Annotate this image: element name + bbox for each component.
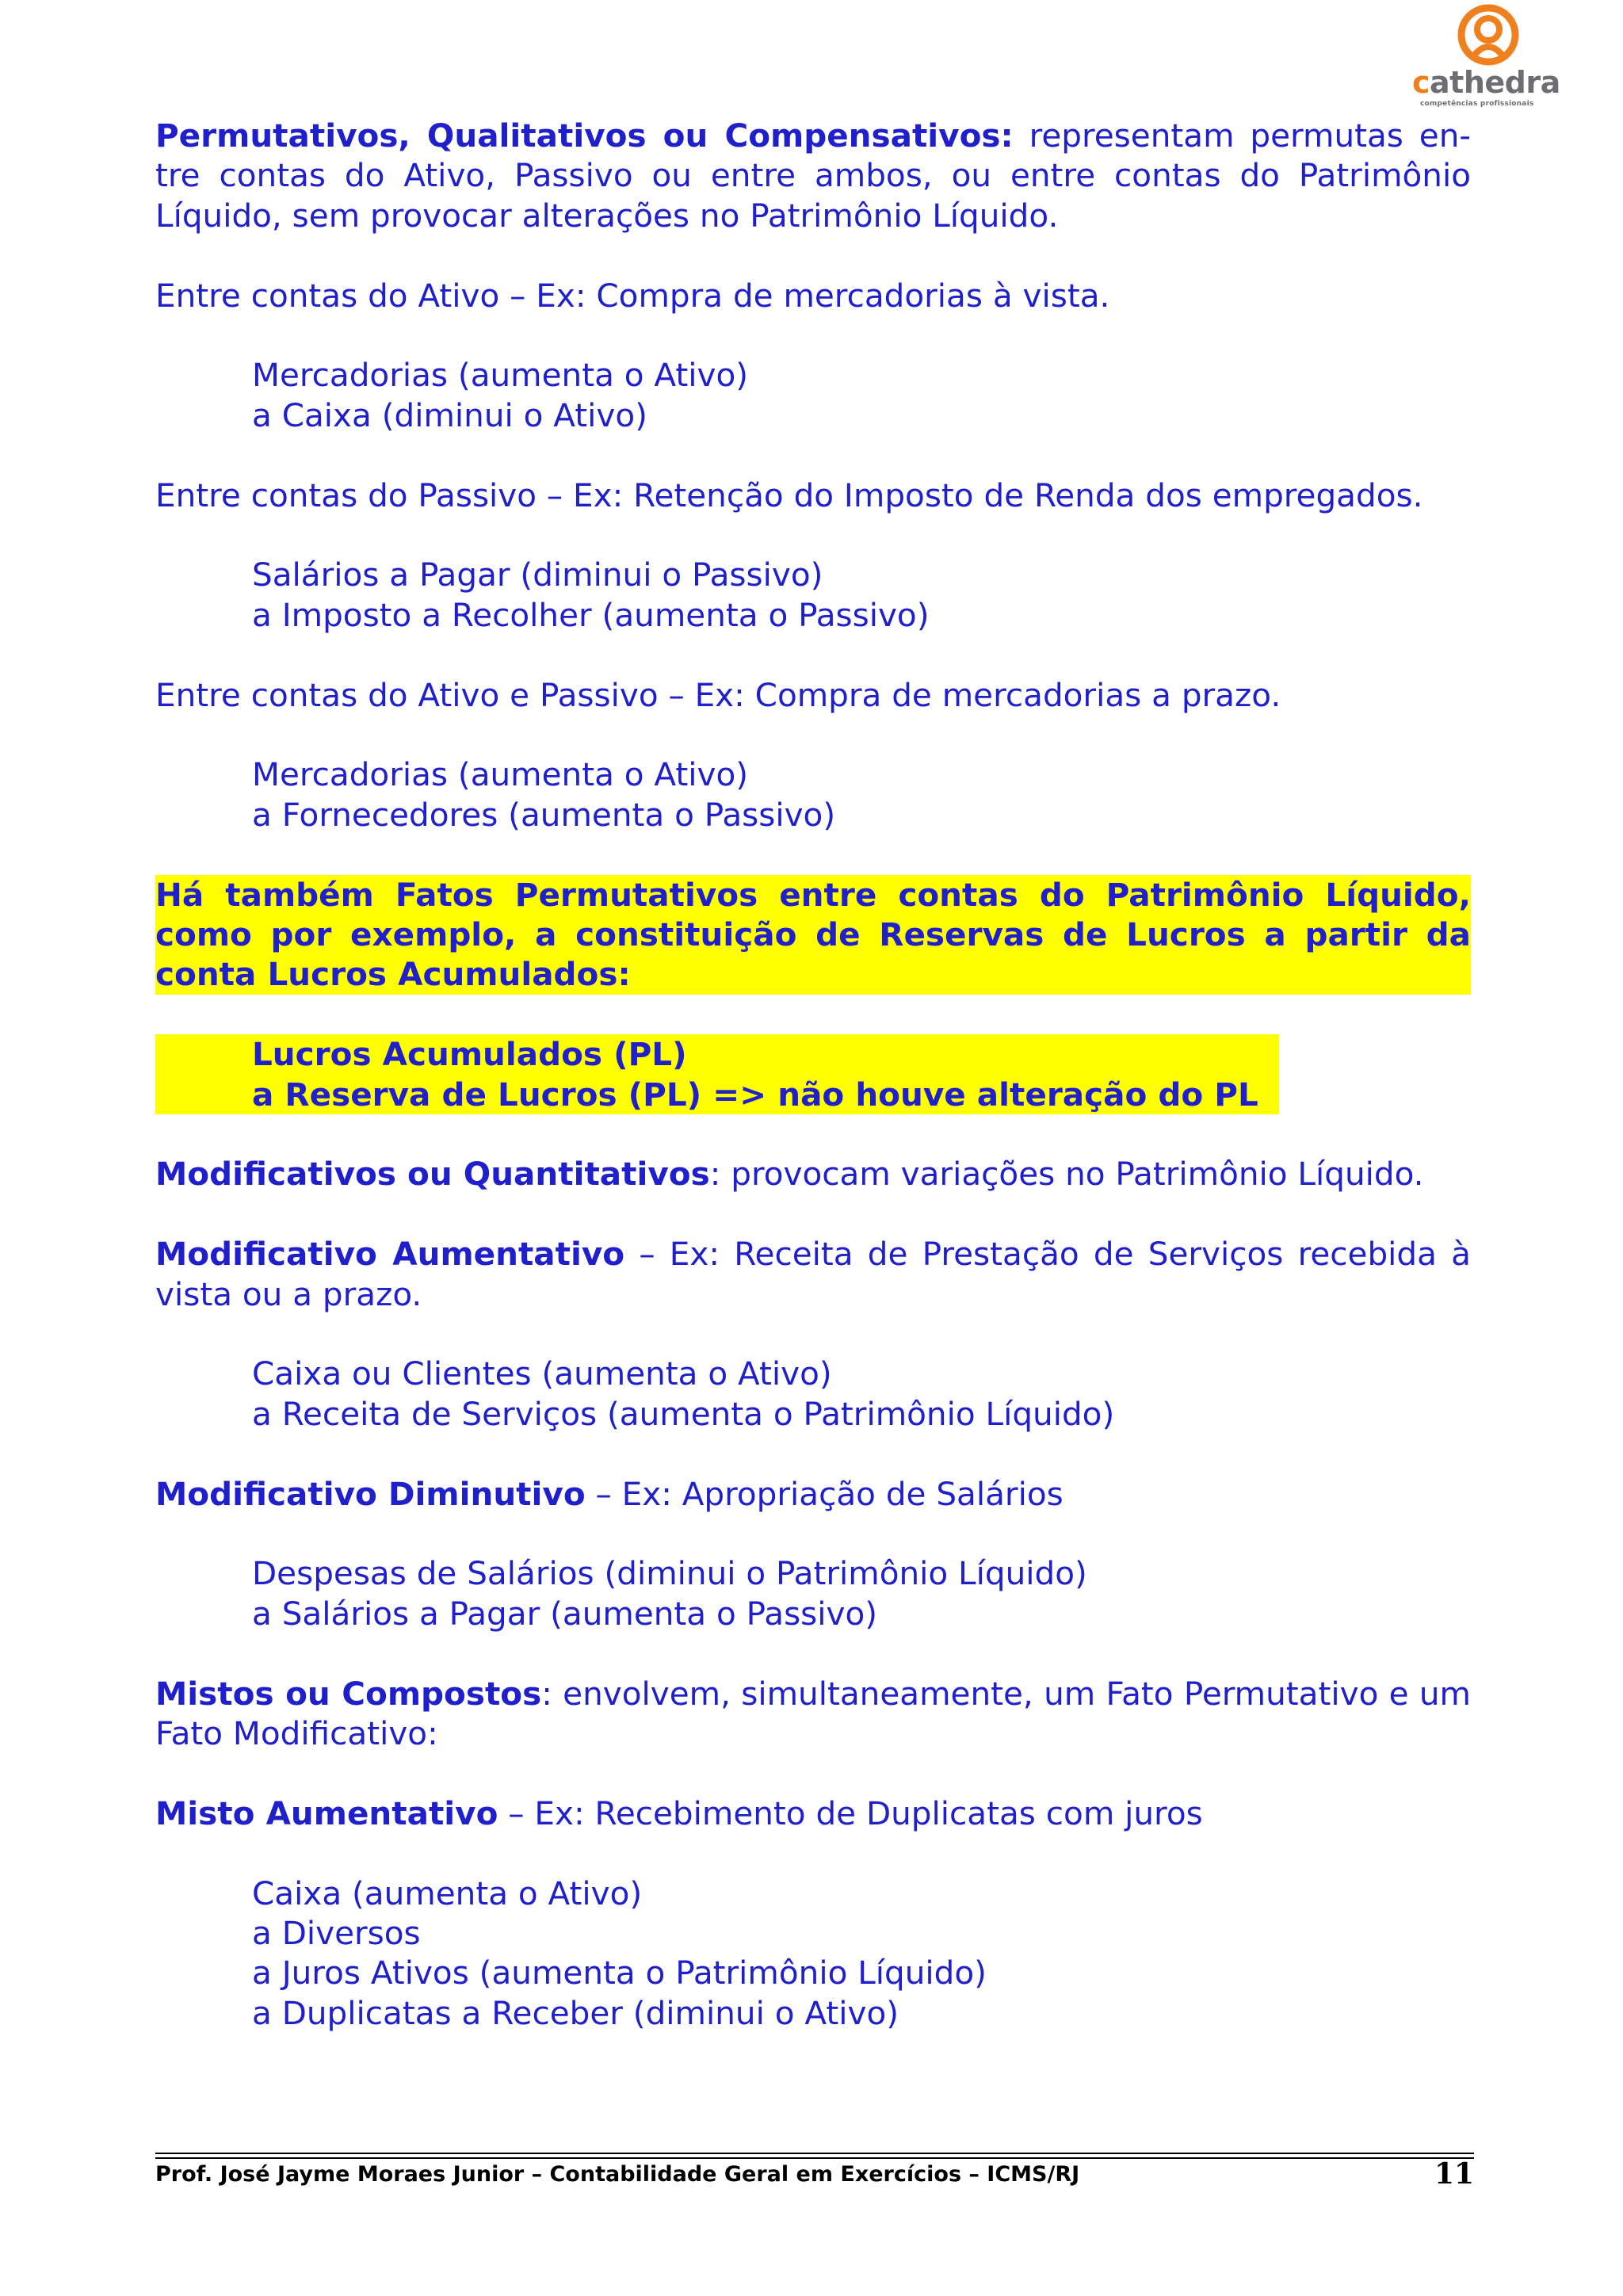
entry-line: a Duplicatas a Receber (diminui o Ativo)	[252, 1993, 899, 2032]
highlighted-paragraph: Há também Fatos Permutativos entre contas do Patrimônio Líquido, como por exemplo, a constituição de Reservas de Lucros a partir da conta Lucros Acumulados:	[155, 875, 1471, 994]
permutativos-paragraph	[155, 116, 1471, 235]
document-body	[155, 116, 1471, 2033]
entry-line: a Salários a Pagar (aumenta o Passivo)	[252, 1594, 878, 1633]
logo-letter-c: c	[1412, 65, 1430, 100]
entry-line: a Reserva de Lucros (PL) => não houve alteração do PL	[252, 1075, 1258, 1114]
entry-line: a Caixa (diminui o Ativo)	[252, 395, 647, 434]
mistos-text: : envolvem, simultaneamente, um Fato Permutativo e um Fato Modificativo:	[155, 1674, 1471, 1753]
modificativos-heading: Modificativos ou Quantitativos	[155, 1155, 710, 1194]
ex-ativo-intro: Entre contas do Ativo – Ex: Compra de mercadorias à vista.	[155, 276, 1110, 315]
entry-line: Mercadorias (aumenta o Ativo)	[252, 356, 749, 395]
cathedra-logo	[1407, 3, 1566, 106]
highlighted-entries	[155, 1034, 1279, 1114]
person-icon	[1457, 3, 1520, 67]
mod-aumentativo-heading: Modificativo Aumentativo	[155, 1235, 625, 1274]
ex-passivo-intro: Entre contas do Passivo – Ex: Retenção do Imposto de Renda dos empregados.	[155, 476, 1423, 514]
entry-line: a Fornecedores (aumenta o Passivo)	[252, 795, 836, 834]
page-number: 11	[1434, 2157, 1475, 2191]
footer-rule	[155, 2157, 1474, 2159]
entry-line: Mercadorias (aumenta o Ativo)	[252, 755, 749, 794]
misto-aumentativo-text: – Ex: Recebimento de Duplicatas com juros	[498, 1794, 1203, 1832]
mod-diminutivo-text: – Ex: Apropriação de Salários	[585, 1474, 1064, 1513]
misto-aumentativo-heading: Misto Aumentativo	[155, 1794, 498, 1832]
modificativos-paragraph	[155, 1154, 1471, 1194]
mod-aumentativo-paragraph	[155, 1234, 1471, 1314]
footer-rule	[155, 2153, 1474, 2154]
entry-line: Caixa ou Clientes (aumenta o Ativo)	[252, 1354, 832, 1393]
misto-aumentativo-paragraph	[155, 1794, 1471, 1833]
modificativos-text: : provocam variações no Patrimônio Líquido.	[709, 1155, 1424, 1194]
entry-line: Lucros Acumulados (PL)	[252, 1035, 687, 1074]
logo-wordmark	[1412, 67, 1560, 98]
logo-tagline: competências profissionais	[1420, 100, 1534, 108]
permutativos-heading: Permutativos, Qualitativos ou Compensativos:	[155, 117, 1014, 155]
entry-line: a Imposto a Recolher (aumenta o Passivo)	[252, 595, 930, 634]
entry-line: a Receita de Serviços (aumenta o Patrimônio Líquido)	[252, 1394, 1115, 1433]
logo-word: athedra	[1430, 65, 1560, 100]
footer-text: Prof. José Jayme Moraes Junior – Contabilidade Geral em Exercícios – ICMS/RJ	[155, 2162, 1080, 2187]
ex-ativo-passivo-intro: Entre contas do Ativo e Passivo – Ex: Compra de mercadorias a prazo.	[155, 675, 1281, 714]
permutativos-text: representam permutas en-tre contas do Ativo, Passivo ou entre ambos, ou entre contas do Patrimônio Líquido, sem provocar alterações no Patrimônio Líquido.	[155, 117, 1472, 235]
entry-line: a Diversos	[252, 1914, 421, 1953]
mod-diminutivo-heading: Modificativo Diminutivo	[155, 1474, 586, 1513]
mod-aumentativo-text: – Ex: Receita de Prestação de Serviços recebida à vista ou a prazo.	[155, 1235, 1471, 1313]
entry-line: Despesas de Salários (diminui o Patrimônio Líquido)	[252, 1554, 1087, 1593]
entry-line: Caixa (aumenta o Ativo)	[252, 1874, 643, 1912]
entry-line: Salários a Pagar (diminui o Passivo)	[252, 556, 823, 594]
mistos-heading: Mistos ou Compostos	[155, 1674, 542, 1713]
mistos-paragraph	[155, 1674, 1471, 1754]
entry-line: a Juros Ativos (aumenta o Patrimônio Líquido)	[252, 1954, 987, 1992]
mod-diminutivo-paragraph	[155, 1474, 1471, 1514]
